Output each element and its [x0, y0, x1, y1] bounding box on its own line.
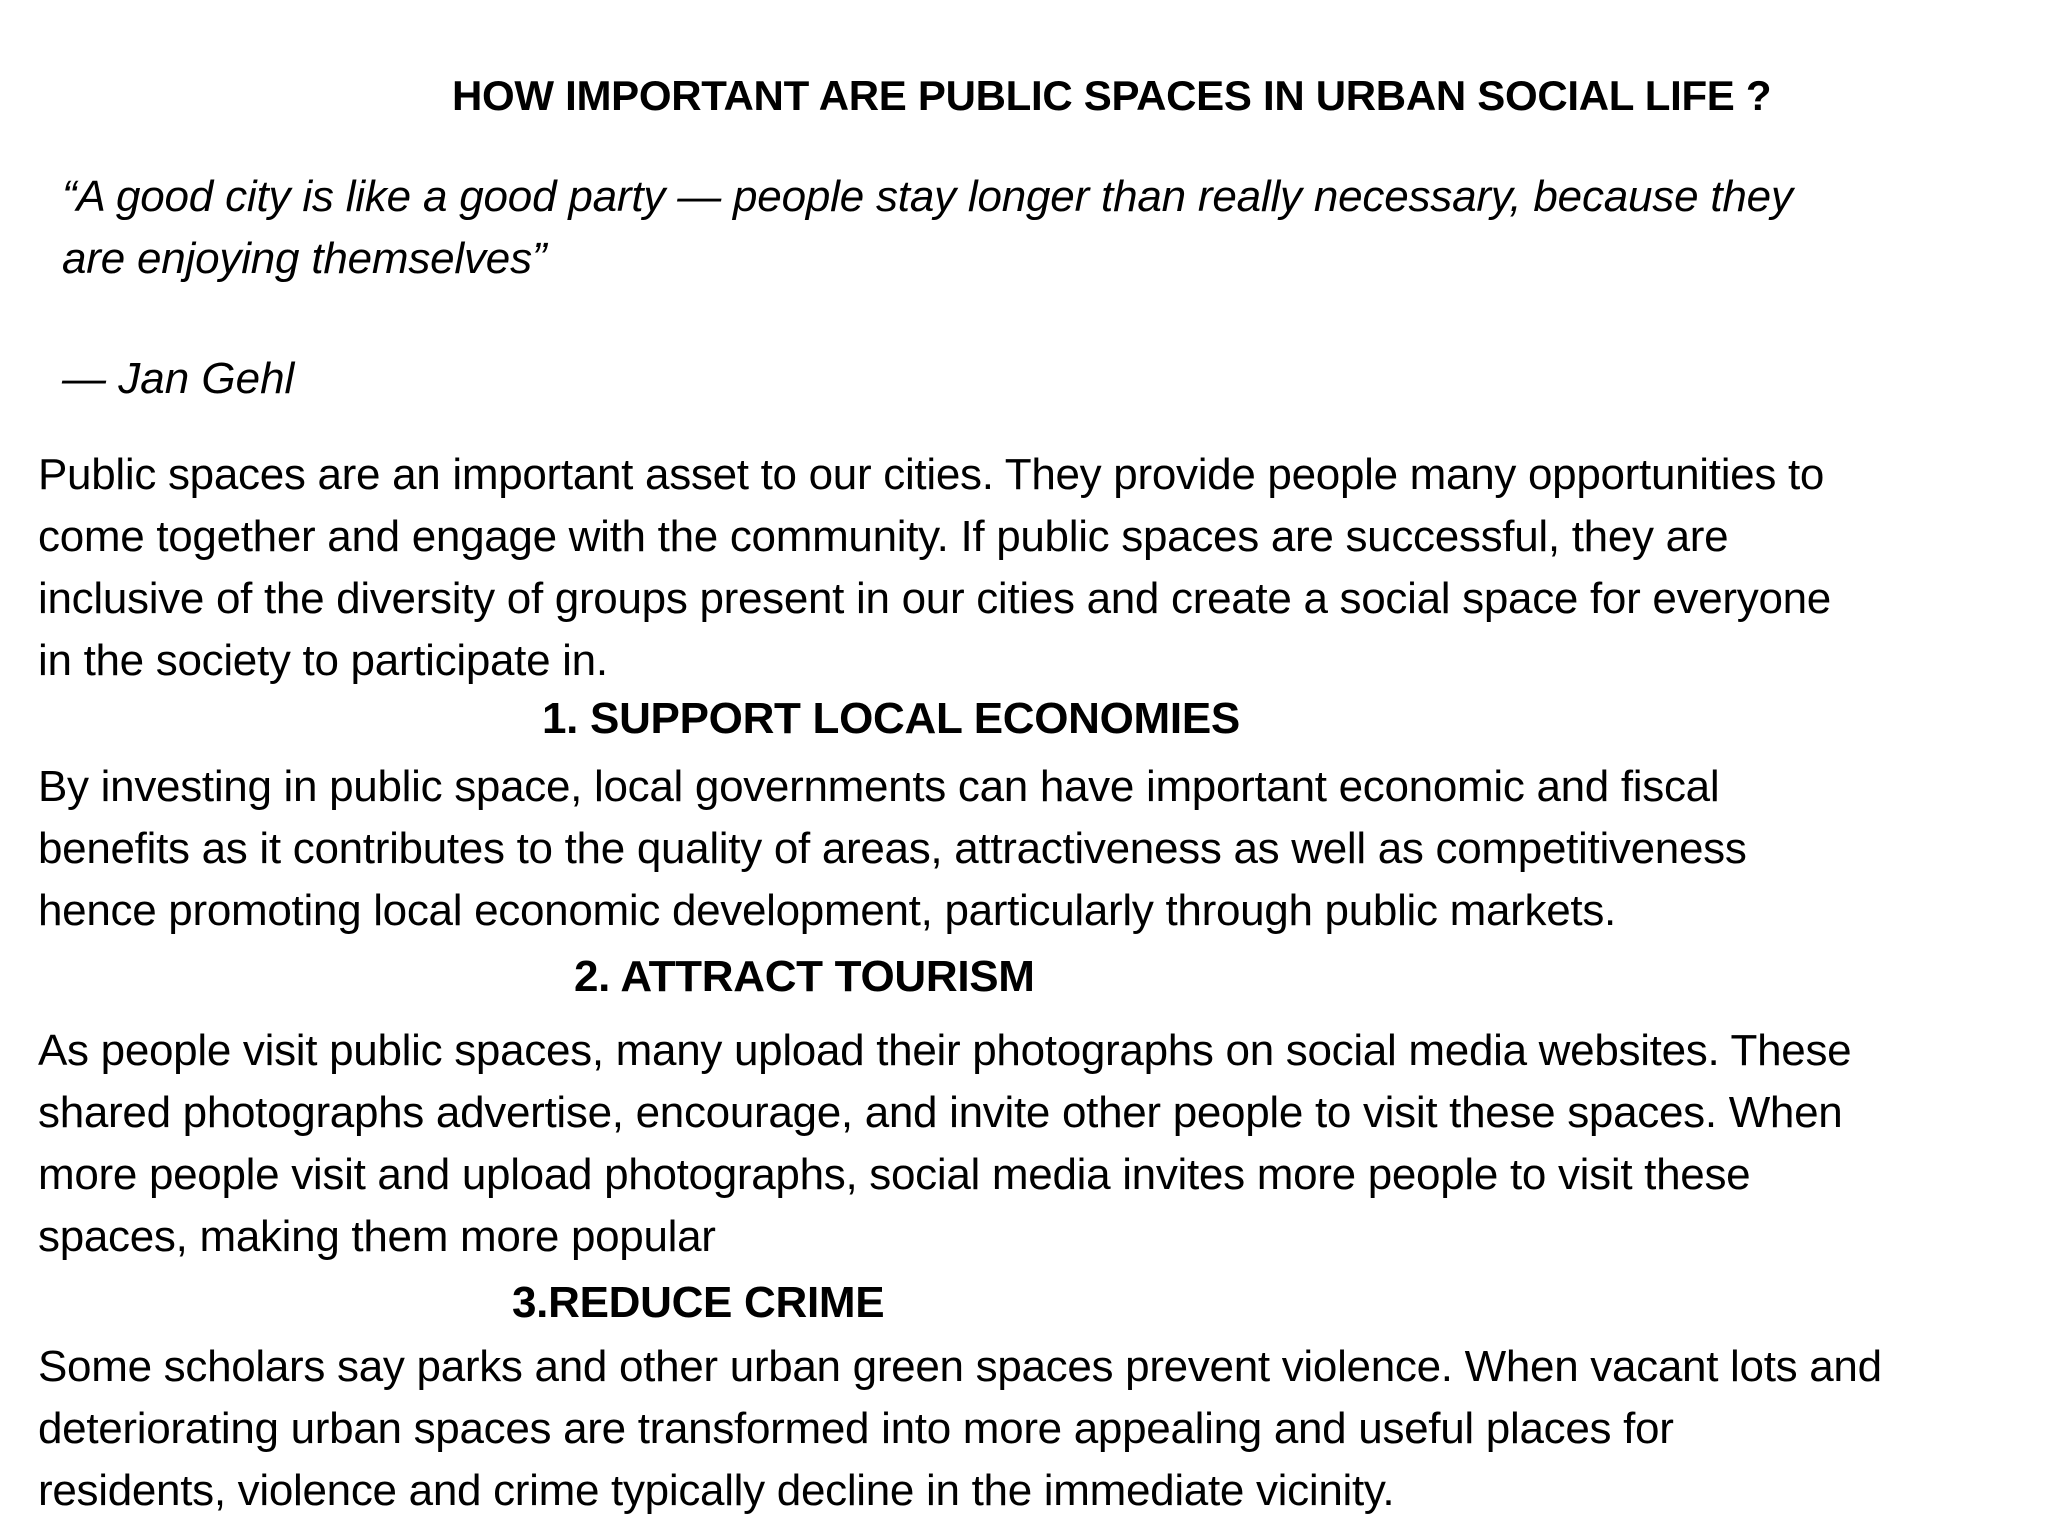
- paragraph-line: come together and engage with the community. If public spaces are successful, they are: [38, 512, 1729, 561]
- paragraph-line: By investing in public space, local governments can have important economic and fiscal: [38, 762, 1720, 811]
- section-heading-tourism: 2. ATTRACT TOURISM: [574, 952, 1035, 1001]
- paragraph-line: deteriorating urban spaces are transformed into more appealing and useful places for: [38, 1404, 1674, 1453]
- section-paragraph-tourism: [38, 1020, 2028, 1268]
- quote-block: [62, 166, 1982, 290]
- section-heading-crime: 3.REDUCE CRIME: [512, 1278, 885, 1327]
- paragraph-line: spaces, making them more popular: [38, 1212, 716, 1261]
- paragraph-line: more people visit and upload photographs, social media invites more people to visit these: [38, 1150, 1751, 1199]
- paragraph-line: benefits as it contributes to the quality of areas, attractiveness as well as competitiveness: [38, 824, 1747, 873]
- paragraph-line: inclusive of the diversity of groups present in our cities and create a social space for everyone: [38, 574, 1831, 623]
- intro-paragraph: [38, 444, 2028, 692]
- quote-author: — Jan Gehl: [62, 354, 295, 403]
- quote-line: are enjoying themselves”: [62, 234, 547, 283]
- paragraph-line: Public spaces are an important asset to our cities. They provide people many opportunities to: [38, 450, 1825, 499]
- quote-line: “A good city is like a good party — people stay longer than really necessary, because they: [62, 172, 1793, 221]
- section-paragraph-crime: [38, 1336, 2028, 1522]
- section-heading-local-economies: 1. SUPPORT LOCAL ECONOMIES: [542, 694, 1240, 743]
- paragraph-line: hence promoting local economic development, particularly through public markets.: [38, 886, 1616, 935]
- section-paragraph-local-economies: [38, 756, 2028, 942]
- paragraph-line: As people visit public spaces, many upload their photographs on social media websites. These: [38, 1026, 1852, 1075]
- paragraph-line: residents, violence and crime typically decline in the immediate vicinity.: [38, 1466, 1395, 1515]
- page-title: HOW IMPORTANT ARE PUBLIC SPACES IN URBAN SOCIAL LIFE ?: [452, 72, 1772, 119]
- paragraph-line: in the society to participate in.: [38, 636, 608, 685]
- paragraph-line: Some scholars say parks and other urban green spaces prevent violence. When vacant lots and: [38, 1342, 1882, 1391]
- paragraph-line: shared photographs advertise, encourage, and invite other people to visit these spaces. When: [38, 1088, 1843, 1137]
